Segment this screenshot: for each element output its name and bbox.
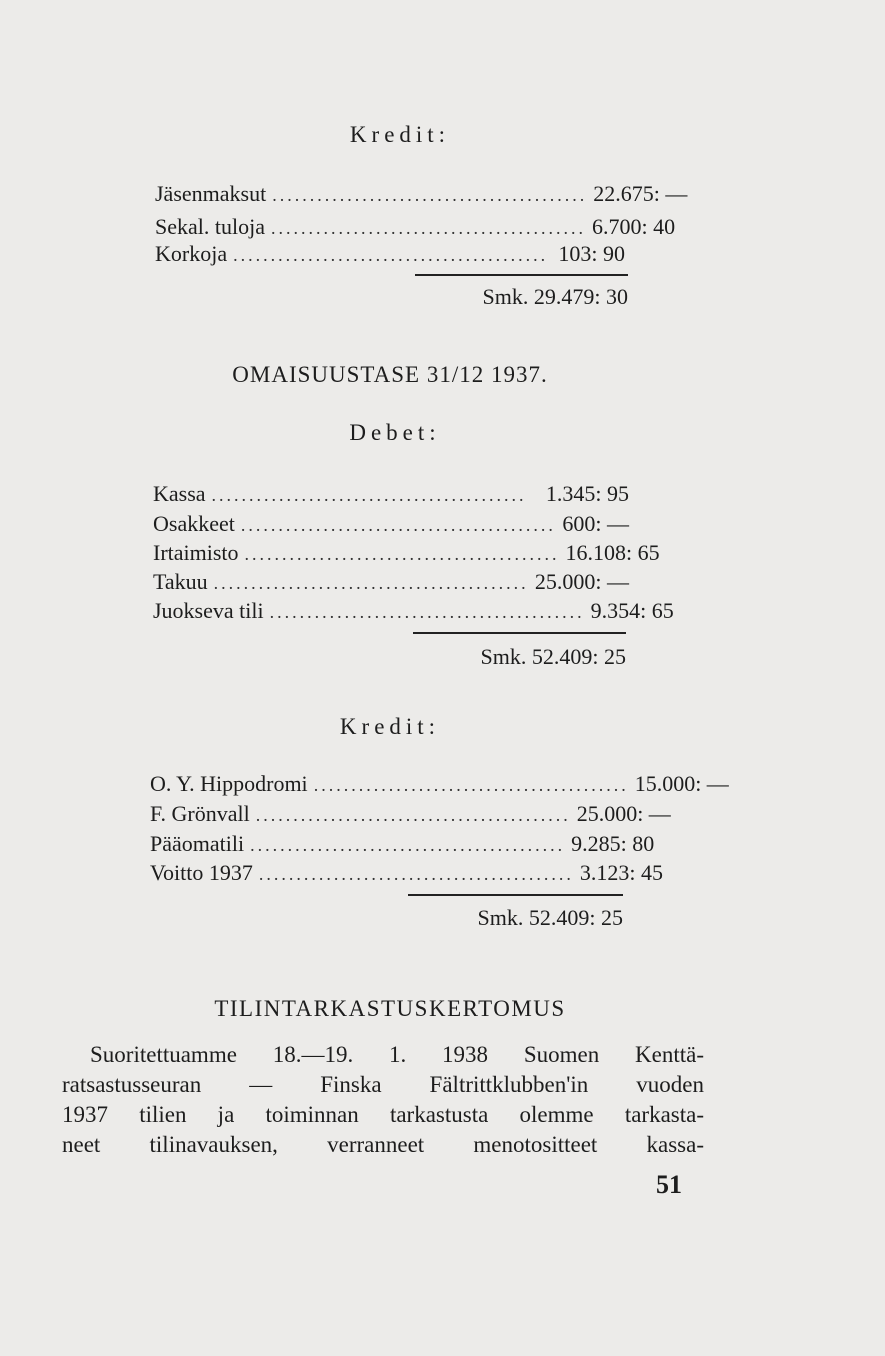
ledger-row [153,480,629,508]
row-amount: 22.675: — [593,181,688,206]
leader-dots: .......................................... [269,602,585,622]
kredit-heading-2: Kredit: [339,714,441,739]
row-amount: 15.000: — [634,771,729,796]
total-amount: Smk. 29.479: 30 [482,284,628,309]
ledger-row [153,510,629,538]
row-label: F. Grönvall [150,801,250,826]
row-label: Takuu [153,569,208,594]
row-label: Korkoja [155,241,228,266]
audit-report-text [62,1040,704,1160]
leader-dots: .......................................... [313,775,629,795]
row-label: Sekal. tuloja [155,214,265,239]
leader-dots: .......................................... [233,245,549,265]
leader-dots: .......................................... [211,485,527,505]
row-amount: 103: 90 [558,241,625,266]
row-amount: 6.700: 40 [591,214,676,239]
page-number: 51 [656,1170,682,1199]
ledger-row [155,240,625,268]
row-label: O. Y. Hippodromi [150,771,308,796]
leader-dots: .......................................... [255,805,571,825]
row-label: Osakkeet [153,511,235,536]
balance-title: OMAISUUSTASE 31/12 1937. [232,362,548,387]
ledger-row [155,213,676,241]
row-amount: 16.108: 65 [565,540,660,565]
sum-rule [413,632,626,634]
leader-dots: .......................................... [240,515,556,535]
kredit-heading-1: Kredit: [349,122,451,147]
row-amount: 25.000: — [576,801,671,826]
text-line: Suoritettuamme 18.—19. 1. 1938 Suomen Kenttä- [90,1042,704,1067]
ledger-row [155,180,688,208]
leader-dots: .......................................... [244,544,560,564]
row-label: Voitto 1937 [150,860,253,885]
row-label: Irtaimisto [153,540,239,565]
sum-rule [415,274,628,276]
row-label: Jäsenmaksut [155,181,267,206]
row-amount: 1.345: 95 [545,481,629,506]
text-line: neet tilinavauksen, verranneet menotositteet kassa- [62,1132,704,1157]
ledger-row [150,830,655,858]
leader-dots: .......................................... [270,218,586,238]
ledger-row [150,770,729,798]
debet-heading: Debet: [349,420,441,445]
leader-dots: .......................................... [258,864,574,884]
row-amount: 25.000: — [534,569,629,594]
leader-dots: .......................................... [272,185,588,205]
ledger-row [150,800,671,828]
ledger-row [150,859,664,887]
sum-rule [408,894,623,896]
row-label: Pääomatili [150,831,245,856]
row-amount: 9.285: 80 [571,831,655,856]
text-line: 1937 tilien ja toiminnan tarkastusta olemme tarkasta- [62,1102,704,1127]
leader-dots: .......................................... [250,835,566,855]
ledger-row [153,539,660,567]
row-label: Kassa [153,481,206,506]
audit-report-title: TILINTARKASTUSKERTOMUS [214,996,566,1021]
row-label: Juokseva tili [153,598,264,623]
text-line: ratsastusseuran — Finska Fältrittklubben'in vuoden [62,1072,704,1097]
row-amount: 3.123: 45 [579,860,664,885]
row-amount: 9.354: 65 [590,598,674,623]
row-amount: 600: — [562,511,629,536]
ledger-row [153,568,629,596]
total-amount: Smk. 52.409: 25 [477,905,623,930]
leader-dots: .......................................... [213,573,529,593]
total-amount: Smk. 52.409: 25 [480,644,626,669]
ledger-row [153,597,674,625]
